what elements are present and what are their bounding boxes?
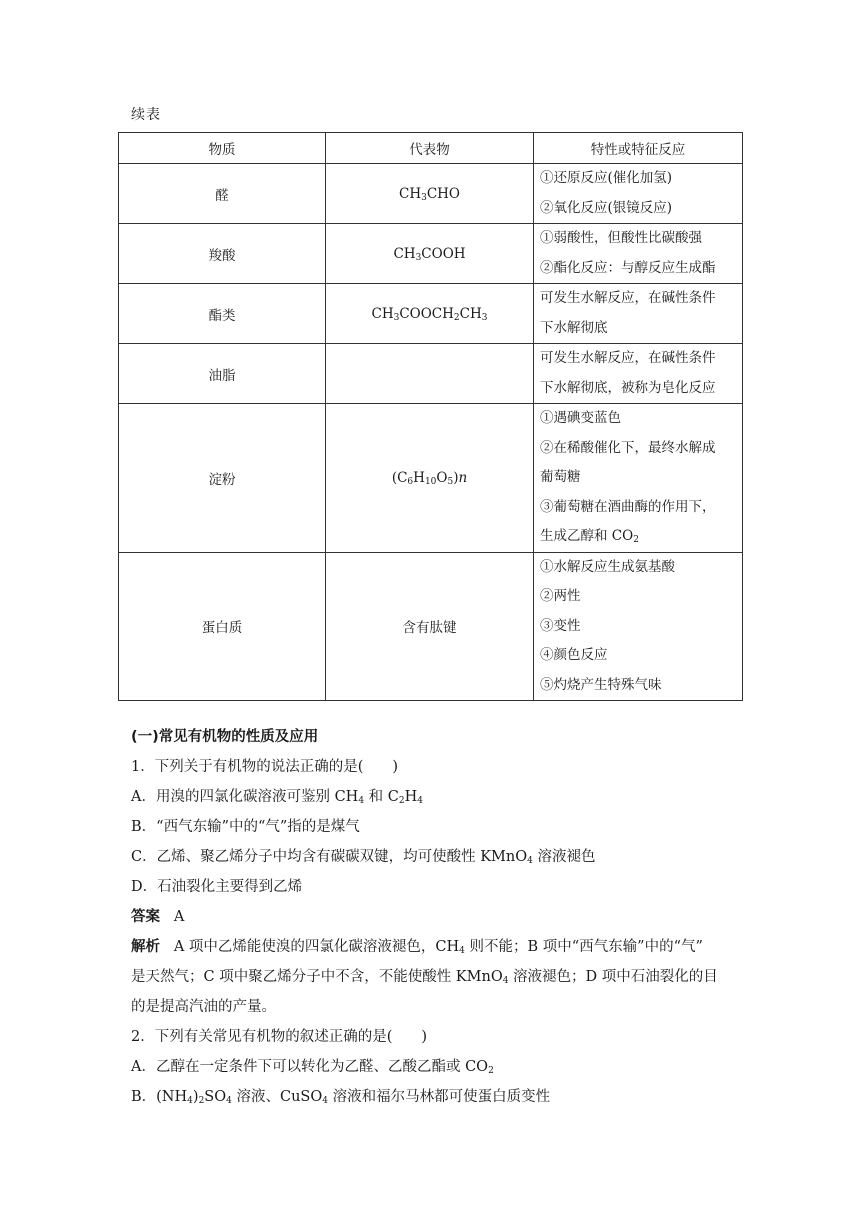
property-line: 可发生水解反应，在碱性条件	[540, 350, 716, 366]
q1-analysis-line-1	[131, 932, 771, 962]
q1-option-b: B．“西气东输”中的“气”指的是煤气	[131, 819, 360, 835]
cell-properties	[534, 224, 743, 284]
table-row	[119, 552, 743, 701]
q1-analysis-line-2: 是天然气；C 项中聚乙烯分子中不含，不能使酸性 KMnO$_4$ 溶液褪色；D 项中石油裂化的目	[131, 969, 718, 986]
q1-answer-line	[131, 902, 771, 932]
analysis-label: 解析	[131, 939, 160, 955]
cell-properties	[534, 344, 743, 404]
property-line: 下水解彻底，被称为皂化反应	[540, 379, 716, 396]
cell-substance: 酯类	[119, 284, 326, 344]
property-line: ⑤灼烧产生特殊气味	[540, 676, 662, 693]
table-row	[119, 344, 743, 404]
cell-substance: 淀粉	[119, 404, 326, 553]
cell-substance: 羧酸	[119, 224, 326, 284]
q1-analysis-line-3: 的是提高汽油的产量。	[131, 999, 276, 1015]
cell-substance: 蛋白质	[119, 552, 326, 701]
cell-representative: $CH_3COOCH_2CH_3$	[326, 284, 534, 344]
cell-properties	[534, 164, 743, 224]
exercise-section	[131, 722, 771, 1112]
organic-compounds-table	[118, 132, 743, 701]
cell-substance: 醛	[119, 164, 326, 224]
property-line: ②氧化反应(银镜反应)	[540, 199, 673, 216]
analysis-text-1: A 项中乙烯能使溴的四氯化碳溶液褪色，$CH_4$ 则不能；B 项中“西气东输”中的“气”	[173, 939, 703, 956]
table-row	[119, 164, 743, 224]
cell-representative: $CH_3CHO$	[326, 164, 534, 224]
table-caption: 续表	[131, 107, 161, 123]
property-line: ②在稀酸催化下，最终水解成	[540, 439, 716, 456]
q2-stem: 2．下列有关常见有机物的叙述正确的是( )	[131, 1029, 428, 1045]
answer-label: 答案	[131, 909, 160, 925]
property-line: ③葡萄糖在酒曲酶的作用下，	[540, 498, 716, 515]
property-line: ①还原反应(催化加氢)	[540, 170, 673, 186]
property-line: ①弱酸性，但酸性比碳酸强	[540, 230, 702, 246]
property-line: ④颜色反应	[540, 647, 608, 663]
answer-value: A	[173, 909, 185, 925]
property-line: ②两性	[540, 588, 581, 604]
header-substance: 物质	[119, 133, 326, 164]
table-row	[119, 224, 743, 284]
header-representative: 代表物	[326, 133, 534, 164]
property-line: 葡萄糖	[540, 469, 581, 485]
header-properties: 特性或特征反应	[534, 133, 743, 164]
property-line: 生成乙醇和 $CO_2$	[540, 528, 639, 545]
section-title: (一)常见有机物的性质及应用	[131, 729, 319, 745]
q1-stem: 1．下列关于有机物的说法正确的是( )	[131, 759, 399, 775]
q1-option-c: C．乙烯、聚乙烯分子中均含有碳碳双键，均可使酸性 KMnO$_4$ 溶液褪色	[131, 849, 596, 866]
table-body	[119, 164, 743, 701]
property-line: ①水解反应生成氨基酸	[540, 558, 675, 575]
property-line: 下水解彻底	[540, 319, 608, 336]
cell-properties	[534, 284, 743, 344]
q1-option-d: D．石油裂化主要得到乙烯	[131, 879, 303, 895]
cell-representative: 含有肽键	[326, 552, 534, 701]
cell-representative	[326, 344, 534, 404]
property-line: ②酯化反应：与醇反应生成酯	[540, 259, 716, 276]
q2-option-a: A．乙醇在一定条件下可以转化为乙醛、乙酸乙酯或 $CO_2$	[131, 1059, 494, 1076]
cell-substance: 油脂	[119, 344, 326, 404]
cell-properties	[534, 552, 743, 701]
property-line: 可发生水解反应，在碱性条件	[540, 290, 716, 306]
cell-properties	[534, 404, 743, 553]
property-line: ③变性	[540, 617, 581, 634]
table-row	[119, 284, 743, 344]
q1-option-a: A．用溴的四氯化碳溶液可鉴别 $CH_4$ 和 $C_2H_4$	[131, 789, 424, 806]
cell-representative: $(C_6H_{10}O_5)n$	[326, 404, 534, 553]
table-row	[119, 404, 743, 553]
q2-option-b: B．$(NH_4)_2SO_4$ 溶液、CuSO$_4$ 溶液和福尔马林都可使蛋白质变性	[131, 1089, 551, 1106]
table-header-row	[119, 133, 743, 164]
cell-representative: $CH_3COOH$	[326, 224, 534, 284]
property-line: ①遇碘变蓝色	[540, 410, 621, 426]
